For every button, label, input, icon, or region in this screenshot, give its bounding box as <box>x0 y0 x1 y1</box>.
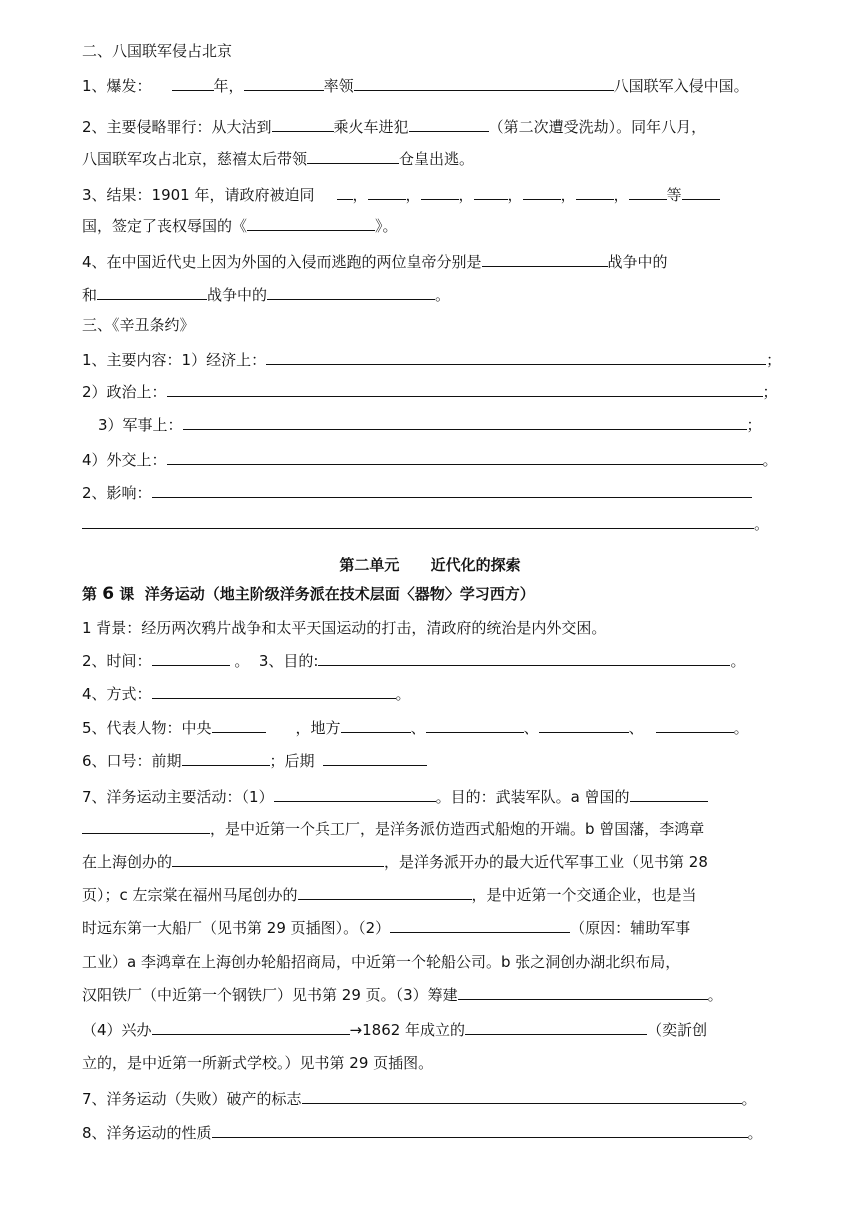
blank-economic[interactable] <box>266 350 766 365</box>
blank-purpose[interactable] <box>318 651 730 666</box>
blank-country-2[interactable] <box>368 185 406 200</box>
blank-local-2[interactable] <box>426 718 524 733</box>
blank-emperor[interactable] <box>307 149 399 164</box>
line-result-2: 国，签定了丧权辱国的《 》。 <box>82 217 398 235</box>
line-activities-2: ，是中近第一个兵工厂，是洋务派仿造西式船炮的开端。b 曾国藩，李鸿章 <box>82 818 704 840</box>
blank-country-8[interactable] <box>682 185 720 200</box>
line-nature: 8、洋务运动的性质 。 <box>82 1124 763 1142</box>
line-activities-8: （4）兴办 →1862 年成立的 （奕訢创 <box>82 1021 708 1039</box>
unit-title: 第二单元 近代化的探索 <box>339 556 521 574</box>
blank-arsenal-b[interactable] <box>172 852 384 867</box>
blank-activity-2[interactable] <box>390 918 570 933</box>
blank-method[interactable] <box>152 684 396 699</box>
blank-country-4[interactable] <box>474 185 508 200</box>
line-content-economic: 1、主要内容：1）经济上： ； <box>82 351 782 369</box>
blank-activity-1[interactable] <box>274 787 436 802</box>
line-influence-2: 。 <box>82 513 769 535</box>
line-activities-4: 页）；c 左宗棠在福州马尾创办的 ，是中近第一个交通企业，也是当 <box>82 886 697 904</box>
blank-country-6[interactable] <box>576 185 614 200</box>
blank-year[interactable] <box>172 76 214 91</box>
blank-political[interactable] <box>167 382 763 397</box>
line-activities-5: 时远东第一大船厂（见书第 29 页插图）。（2） （原因：辅助军事 <box>82 919 691 937</box>
line-activities-9: 立的，是中近第一所新式学校。）见书第 29 页插图。 <box>82 1054 434 1072</box>
blank-country-5[interactable] <box>523 185 561 200</box>
blank-local-4[interactable] <box>656 718 734 733</box>
line-activities-6: 工业）a 李鸿章在上海创办轮船招商局，中近第一个轮船公司。b 张之洞创办湖北织布局， <box>82 953 681 971</box>
line-activities-1: 7、洋务运动主要活动：（1） 。目的：武装军队。a 曾国的 <box>82 786 708 808</box>
line-emperors-2: 和 战争中的 。 <box>82 286 451 304</box>
blank-country-3[interactable] <box>421 185 459 200</box>
line-content-political: 2）政治上： ； <box>82 383 778 401</box>
section-heading-eight-nation: 二、八国联军侵占北京 <box>82 42 233 60</box>
blank-school[interactable] <box>465 1020 647 1035</box>
line-activities-3: 在上海创办的 ，是洋务派开办的最大近代军事工业（见书第 28 <box>82 853 708 871</box>
line-time-purpose: 2、时间： 。 3、目的: 。 <box>82 652 746 670</box>
blank-central[interactable] <box>212 718 266 733</box>
blank-slogan-late[interactable] <box>323 751 427 766</box>
blank-time[interactable] <box>152 651 230 666</box>
blank-countries[interactable] <box>354 76 614 91</box>
blank-activity-3[interactable] <box>458 985 708 1000</box>
blank-local-1[interactable] <box>341 718 411 733</box>
lesson-title: 第 6 课 洋务运动（地主阶级洋务派在技术层面〈器物〉学习西方） <box>82 584 535 604</box>
blank-diplomatic[interactable] <box>167 450 763 465</box>
line-activities-7: 汉阳铁厂（中近第一个钢铁厂）见书第 29 页。（3）筹建 。 <box>82 986 723 1004</box>
line-representatives: 5、代表人物：中央 ，地方 、 、 、 。 <box>82 719 749 737</box>
blank-city-1[interactable] <box>272 117 334 132</box>
blank-failure[interactable] <box>302 1089 742 1104</box>
line-background: 1 背景：经历两次鸦片战争和太平天国运动的打击，清政府的统治是内外交困。 <box>82 619 607 637</box>
line-content-military: 3）军事上： ； <box>98 416 762 434</box>
blank-war-1[interactable] <box>482 252 608 267</box>
blank-war-2[interactable] <box>97 285 207 300</box>
blank-treaty[interactable] <box>247 216 375 231</box>
blank-arsenal-a-2[interactable] <box>82 819 210 834</box>
blank-arsenal-a[interactable] <box>630 787 708 802</box>
blank-military[interactable] <box>183 415 747 430</box>
blank-activity-4[interactable] <box>152 1020 350 1035</box>
line-slogan: 6、口号：前期 ；后期 <box>82 750 427 772</box>
blank-arsenal-c[interactable] <box>298 885 472 900</box>
blank-country-1[interactable] <box>337 185 353 200</box>
line-emperors-1: 4、在中国近代史上因为外国的入侵而逃跑的两位皇帝分别是 战争中的 <box>82 253 668 271</box>
line-outbreak: 1、爆发： 年， 率领 八国联军入侵中国。 <box>82 77 749 95</box>
blank-slogan-early[interactable] <box>182 751 270 766</box>
blank-leader[interactable] <box>244 76 324 91</box>
line-influence: 2、影响： <box>82 482 752 504</box>
blank-emperor-2[interactable] <box>267 285 435 300</box>
line-crimes-2: 八国联军攻占北京，慈禧太后带领 仓皇出逃。 <box>82 150 475 168</box>
blank-nature[interactable] <box>212 1123 748 1138</box>
blank-influence-1[interactable] <box>152 483 752 498</box>
line-crimes-1: 2、主要侵略罪行：从大沽到 乘火车进犯 （第二次遭受洗劫）。同年八月， <box>82 118 707 136</box>
line-content-diplomatic: 4）外交上： 。 <box>82 451 778 469</box>
line-result-1: 3、结果：1901 年，请政府被迫同 ， ， ， ， ， ， 等 <box>82 184 720 206</box>
blank-city-2[interactable] <box>409 117 489 132</box>
blank-local-3[interactable] <box>539 718 629 733</box>
line-failure: 7、洋务运动（失败）破产的标志 。 <box>82 1090 757 1108</box>
blank-country-7[interactable] <box>629 185 667 200</box>
blank-influence-2[interactable] <box>82 514 754 529</box>
section-heading-xinchou: 三、《辛丑条约》 <box>82 316 195 334</box>
line-method: 4、方式： 。 <box>82 685 411 703</box>
